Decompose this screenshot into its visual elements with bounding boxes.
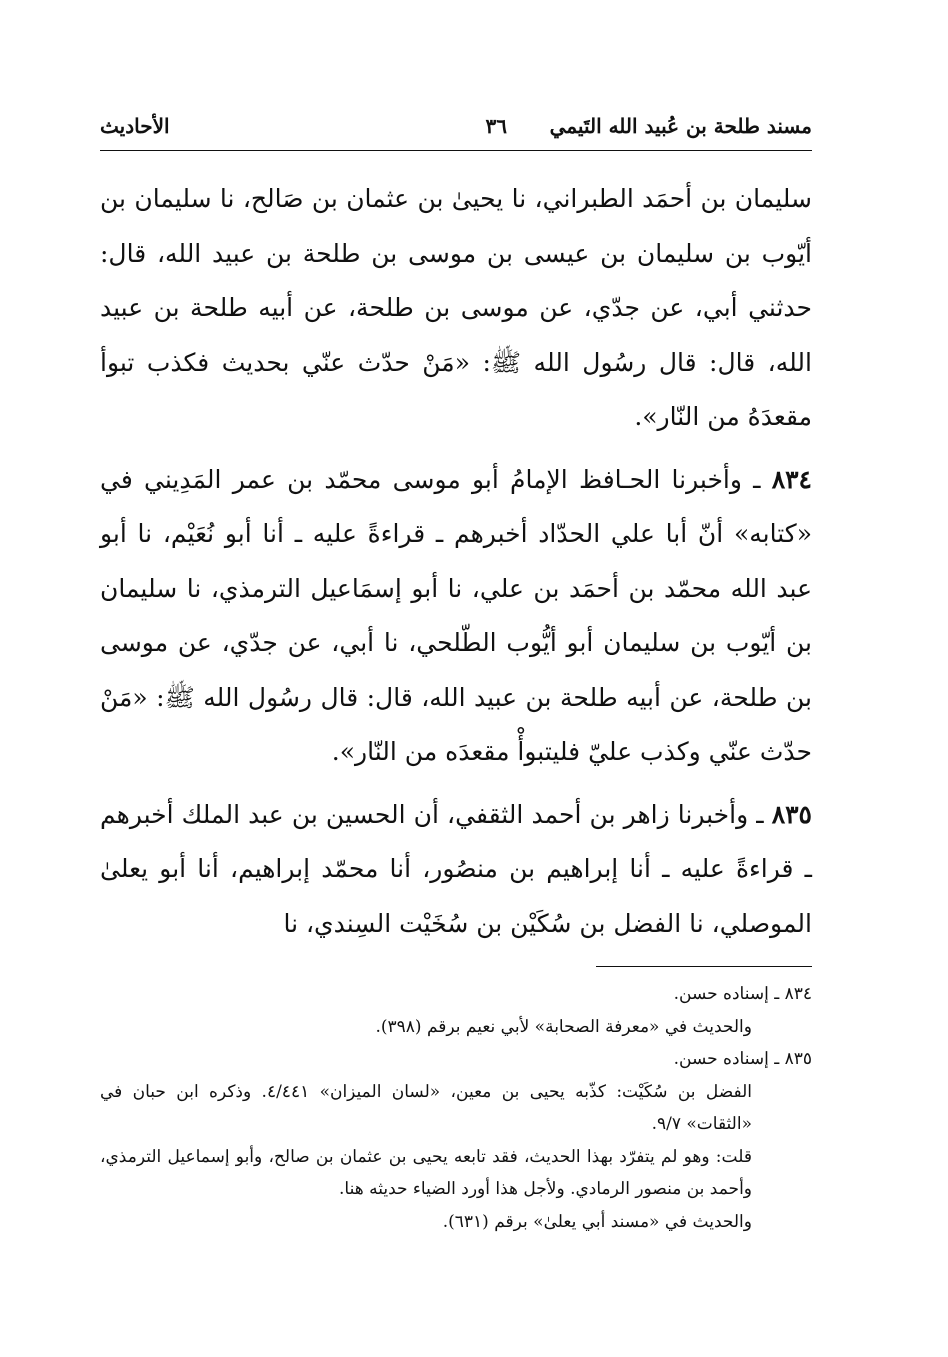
section-title: الأحاديث xyxy=(100,114,170,138)
footnote-834-grade: ٨٣٤ ـ إسناده حسن. xyxy=(673,984,812,1004)
hadith-835 xyxy=(100,788,812,952)
hadith-834 xyxy=(100,453,812,780)
book-title: مسند طلحة بن عُبيد الله التَيمي xyxy=(549,114,812,138)
paragraph-continued xyxy=(100,172,812,445)
header-divider xyxy=(100,150,812,151)
footnotes xyxy=(100,978,812,1238)
footnote-834-source: والحديث في «معرفة الصحابة» لأبي نعيم برقم (٣٩٨). xyxy=(375,1016,752,1037)
footnote-835-source: والحديث في «مسند أبي يعلىٰ» برقم (٦٣١). xyxy=(442,1211,752,1232)
hadith-number: ٨٣٤ xyxy=(771,464,812,494)
footnote-835-comment: قلت: وهو لم يتفرّد بهذا الحديث، فقد تابعه يحيى بن عثمان بن صالح، وأبو إسماعيل الترمذي، وأحمد بن منصور الرمادي. ولأجل هذا أورد الضياء حديثه هنا. xyxy=(100,1146,752,1199)
footnote-divider xyxy=(596,966,812,967)
running-header xyxy=(100,108,812,148)
paragraph-text: ـ وأخبرنا الحـافظ الإمامُ أبو موسى محمّد بن عمر المَدِيني في «كتابه» أنّ أبا علي الحدّاد أخبرهم ـ قراءةً عليه ـ أنا أبو نُعَيْم، نا أبو عبد الله محمّد بن أحمَد بن علي، نا أبو إسمَاعيل الترمذي، نا سليمان بن أيّوب بن سليمان أبو أيُّوب الطّلحي، نا أبي، عن جدّي، عن موسى بن طلحة، عن أبيه طلحة بن عبيد الله، قال: قال رسُول الله ﷺ: «مَنْ حدّث عنّي وكذب عليّ فليتبوأْ مقعدَه من النّار». xyxy=(100,464,812,766)
paragraph-text: سليمان بن أحمَد الطبراني، نا يحيىٰ بن عثمان بن صَالح، نا سليمان بن أيّوب بن سليمان بن عيسى بن موسى بن طلحة بن عبيد الله، قال: حدثني أبي، عن جدّي، عن موسى بن طلحة، عن أبيه طلحة بن عبيد الله، قال: قال رسُول الله ﷺ: «مَنْ حدّث عنّي بحديث فكذب تبوأ مقعدَهُ من النّار». xyxy=(100,184,812,431)
hadith-number: ٨٣٥ xyxy=(771,799,812,829)
page-number: ٣٦ xyxy=(485,114,507,138)
footnote-835-narrator: الفضل بن سُكَيْت: كذّبه يحيى بن معين، «لسان الميزان» ٤/٤٤١. وذكره ابن حبان في «الثقات» ٩/٧. xyxy=(100,1081,752,1134)
main-text xyxy=(100,172,812,951)
paragraph-text: ـ وأخبرنا زاهر بن أحمد الثقفي، أن الحسين بن عبد الملك أخبرهم ـ قراءةً عليه ـ أنا إبراهيم بن منصُور، أنا محمّد إبراهيم، أنا أبو يعلىٰ الموصلي، نا الفضل بن سُكَيْن بن سُخَيْت السِندي، نا xyxy=(100,799,812,938)
footnote-835-grade: ٨٣٥ ـ إسناده حسن. xyxy=(673,1049,812,1069)
